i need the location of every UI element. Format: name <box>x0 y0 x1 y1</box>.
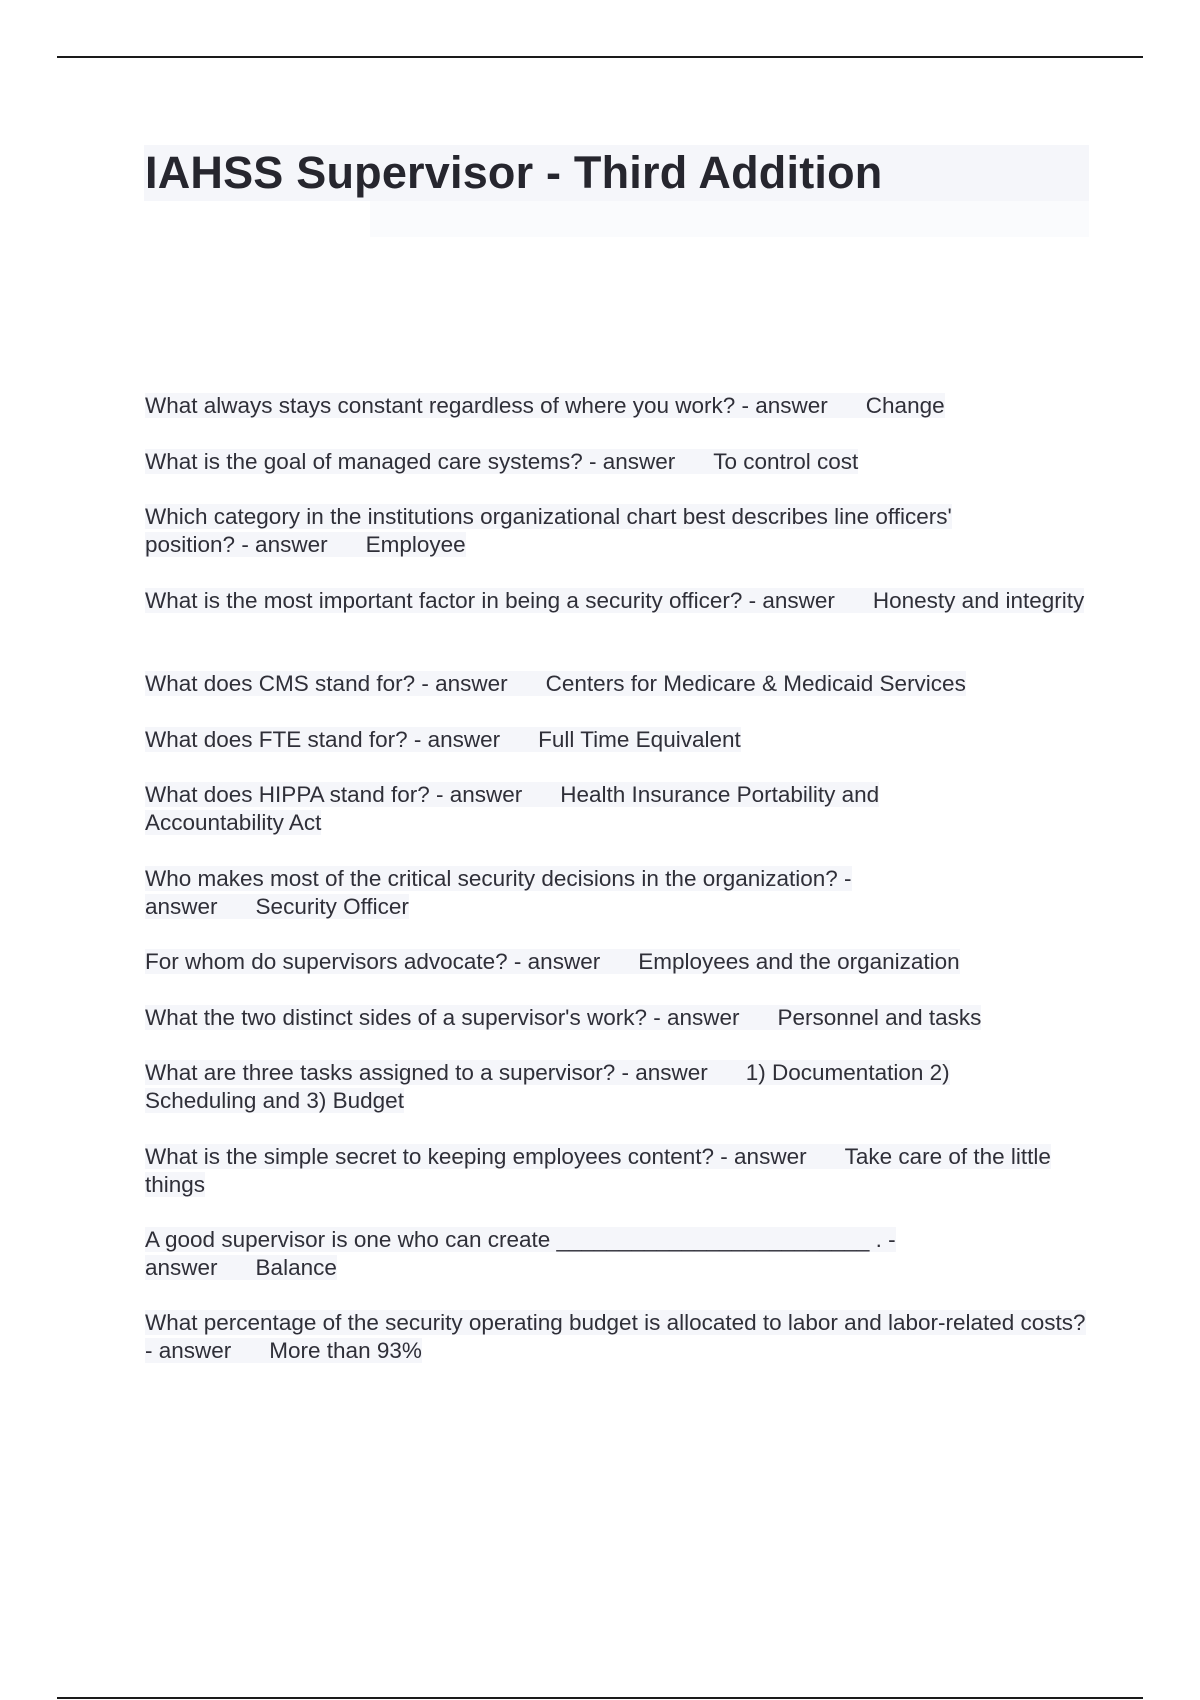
qa-answer: More than 93% <box>269 1338 422 1363</box>
top-divider <box>57 56 1143 58</box>
qa-item <box>145 392 1045 420</box>
qa-item <box>145 503 1025 559</box>
qa-question: What is the goal of managed care systems? - answer <box>145 449 676 474</box>
qa-answer: Health Insurance Portability and Accountability Act <box>145 782 880 835</box>
qa-item <box>145 1059 1050 1115</box>
qa-item <box>145 1143 1090 1199</box>
qa-answer: Honesty and integrity <box>872 588 1085 613</box>
qa-question: What the two distinct sides of a supervisor's work? - answer <box>145 1005 740 1030</box>
qa-answer: 1) Documentation 2) Scheduling and 3) Budget <box>145 1060 950 1113</box>
qa-item <box>145 865 1030 921</box>
qa-item <box>145 781 965 837</box>
qa-answer: Change <box>865 393 945 418</box>
qa-item <box>145 1309 1095 1365</box>
qa-answer: Balance <box>255 1255 337 1280</box>
qa-question: Which category in the institutions organizational chart best describes line officers' position? - answer <box>145 504 952 557</box>
qa-question: What is the most important factor in being a security officer? - answer <box>145 588 835 613</box>
qa-answer: Personnel and tasks <box>777 1005 982 1030</box>
qa-answer: Centers for Medicare & Medicaid Services <box>545 671 966 696</box>
page-title: IAHSS Supervisor - Third Addition <box>145 147 883 198</box>
qa-question: What always stays constant regardless of where you work? - answer <box>145 393 828 418</box>
qa-answer: Security Officer <box>255 894 409 919</box>
qa-question: A good supervisor is one who can create _________________________ . - answer <box>145 1227 896 1280</box>
qa-question: What does HIPPA stand for? - answer <box>145 782 523 807</box>
qa-answer: Employees and the organization <box>638 949 960 974</box>
qa-answer: Take care of the little things <box>145 1144 1051 1197</box>
qa-question: What percentage of the security operating budget is allocated to labor and labor-related costs? - answer <box>145 1310 1086 1363</box>
qa-item <box>145 1226 1070 1282</box>
title-highlight-lower <box>370 201 1089 237</box>
qa-item <box>145 726 1090 754</box>
bottom-divider <box>57 1697 1143 1699</box>
qa-question: Who makes most of the critical security decisions in the organization? - answer <box>145 866 852 919</box>
qa-question: What does CMS stand for? - answer <box>145 671 508 696</box>
qa-question: What is the simple secret to keeping employees content? - answer <box>145 1144 807 1169</box>
qa-answer: Employee <box>365 532 466 557</box>
qa-item <box>145 1004 1090 1032</box>
qa-answer: To control cost <box>713 449 859 474</box>
qa-answer: Full Time Equivalent <box>538 727 741 752</box>
qa-question: What are three tasks assigned to a supervisor? - answer <box>145 1060 708 1085</box>
qa-item <box>145 448 1045 476</box>
qa-question: For whom do supervisors advocate? - answer <box>145 949 601 974</box>
qa-item <box>145 670 1090 698</box>
qa-item <box>145 948 1090 976</box>
qa-item <box>145 587 1090 615</box>
qa-question: What does FTE stand for? - answer <box>145 727 501 752</box>
